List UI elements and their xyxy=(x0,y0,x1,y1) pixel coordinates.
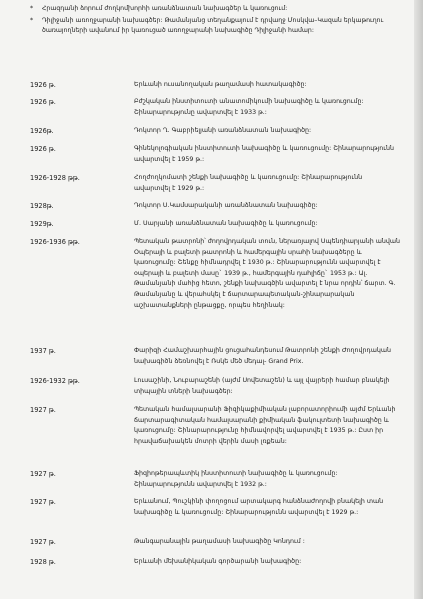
entry-text: Մ. Սարյանի առանձնատան նախագիծը և կառուցումը: xyxy=(134,220,318,227)
entry-text: Երևանի ուսանողական թաղամասի հատակագիծը: xyxy=(134,81,307,88)
entry-text: Պետական համալսարանի Ֆիզիկաքիմիական լաբորատորիումի այժմ Երևանի ճարտարագիտական համալսարանի քիմիական ֆակուլտետի նախագիծը և կառուցումը: Շինարարությունը հիմնավորվել ավարտվել է 1935 թ.: Ըստ իր հրավաճախակեն մոտրի վերին մասի լռքեան: xyxy=(134,406,396,445)
entry-date: 1927 թ. xyxy=(30,406,56,414)
entry-date: 1928 թ. xyxy=(30,558,56,566)
entry-date: 1928թ. xyxy=(30,202,54,210)
entry-date: 1926-1928 թթ. xyxy=(30,174,80,182)
entry-text: Փարիզի Համաշխարհային ցուցահանդեսում Թատրոնի շենքի Ժողովրդական նախագիծն ձեռնովել է Ռսկե մեծ մեդալ- Grand Prix. xyxy=(134,347,391,365)
entry-text: Գինեկոլոգիական ինստիտուտի նախագիծը և կառուցումը: Շինարարությունն ավարտվել է 1959 թ.: xyxy=(134,145,394,163)
entry-date: 1926 թ. xyxy=(30,145,56,153)
note-item xyxy=(30,16,410,37)
entry-text: Երևանի մեխանիկական գործարանի նախագիծը: xyxy=(134,558,302,565)
entry-text: Պետական թատրոնի՝ ժողովրդական տուն, ներառյալով Սպենդիարյանի անվան Օպերայի և բալետի թատրոնի և համերգային սրահի նախագծերը և կառուցումը: Շենքը հիմնադրվել է 1930 թ.: Շինարարությունն ավարտվել է օպերայի և բալետի մասը` 1939 թ., համերգային դահլիճը` 1953 թ.: Ալ. Թամանյանի մահից հետո, շենքի նախագծին ավարտել է նրա որդին՝ ճարտ. Գ. Թամանյանը և վերահսկել է ճարտարապետական-շինարարական աշխատանքների ընթացքը, որպես հեղինակ: xyxy=(134,238,400,309)
entry-text: Թանգարանային թաղամասի նախագիծը Կոնդում : xyxy=(134,538,305,545)
entry-text: Ֆիզիոթերապևտիկ ինստիտուտի նախագիծը և կառուցումը: Շինարարությունն ավարտվել է 1932 թ.: xyxy=(134,470,338,488)
entry-date: 1926թ. xyxy=(30,127,54,135)
entry-date: 1927 թ. xyxy=(30,470,56,478)
entry-text: Լուսաշինի, Նուբարաշենի (այժմ Սովետաշեն) և այլ վայրերի համար բնակելի տիպային տների նախագծեր: xyxy=(134,377,390,395)
entry-text: Հողժողկոմատի շենքի նախագիծը և կառուցումը: Շինարարությունն ավարտվել է 1929 թ.: xyxy=(134,174,363,192)
entry-text: Երևանում, Պուշկինի փողոցում արտակարգ հանձնաժողովի բնակելի տան նախագիծը և կառուցումը: Շինարարությունն ավարտվել է 1929 թ.: xyxy=(134,498,384,516)
intro-notes xyxy=(30,4,410,38)
entry-date: 1937 թ. xyxy=(30,347,56,355)
entry-date: 1926-1932 թթ. xyxy=(30,377,80,385)
entry-date: 1926 թ. xyxy=(30,81,56,89)
note-text: Հրազդանի ձորում ժողկոմխորհի առանձնատան նախագծեր և կառուցում: xyxy=(42,5,288,12)
note-item xyxy=(30,4,410,15)
entry-date: 1926-1936 թթ. xyxy=(30,238,80,246)
entry-date: 1929թ. xyxy=(30,220,54,228)
entry-date: 1927 թ. xyxy=(30,538,56,546)
bullet-star: * xyxy=(30,16,34,24)
entry-text: Դոկտոր Ս.Կամսարականի առանձնատան նախագիծը: xyxy=(134,202,318,209)
page-edge-shadow xyxy=(414,0,423,599)
note-text: Դիլիջանի առողջարանի նախագծեր: Թամանյանց տեղանքայում է դրվաղջ Մոսկվա–Կազան երկաթուղու ծառայողների ավանում իր կառուցած առողջարանի նախագիծը Դիլիջանի համար: xyxy=(42,16,384,35)
entry-date: 1926 թ. xyxy=(30,98,56,106)
entry-date: 1927 թ. xyxy=(30,498,56,506)
entry-text: Դոկտոր Ղ. Գաբրիելյանի առանձնատան նախագիծը: xyxy=(134,127,312,134)
entry-text: Բժշկական ինստիտուտի անատոմիկումի նախագիծը և կառուցումը: Շինարարությունը ավարտվել է 1933 թ.: xyxy=(134,98,364,116)
bullet-star: * xyxy=(30,5,34,12)
